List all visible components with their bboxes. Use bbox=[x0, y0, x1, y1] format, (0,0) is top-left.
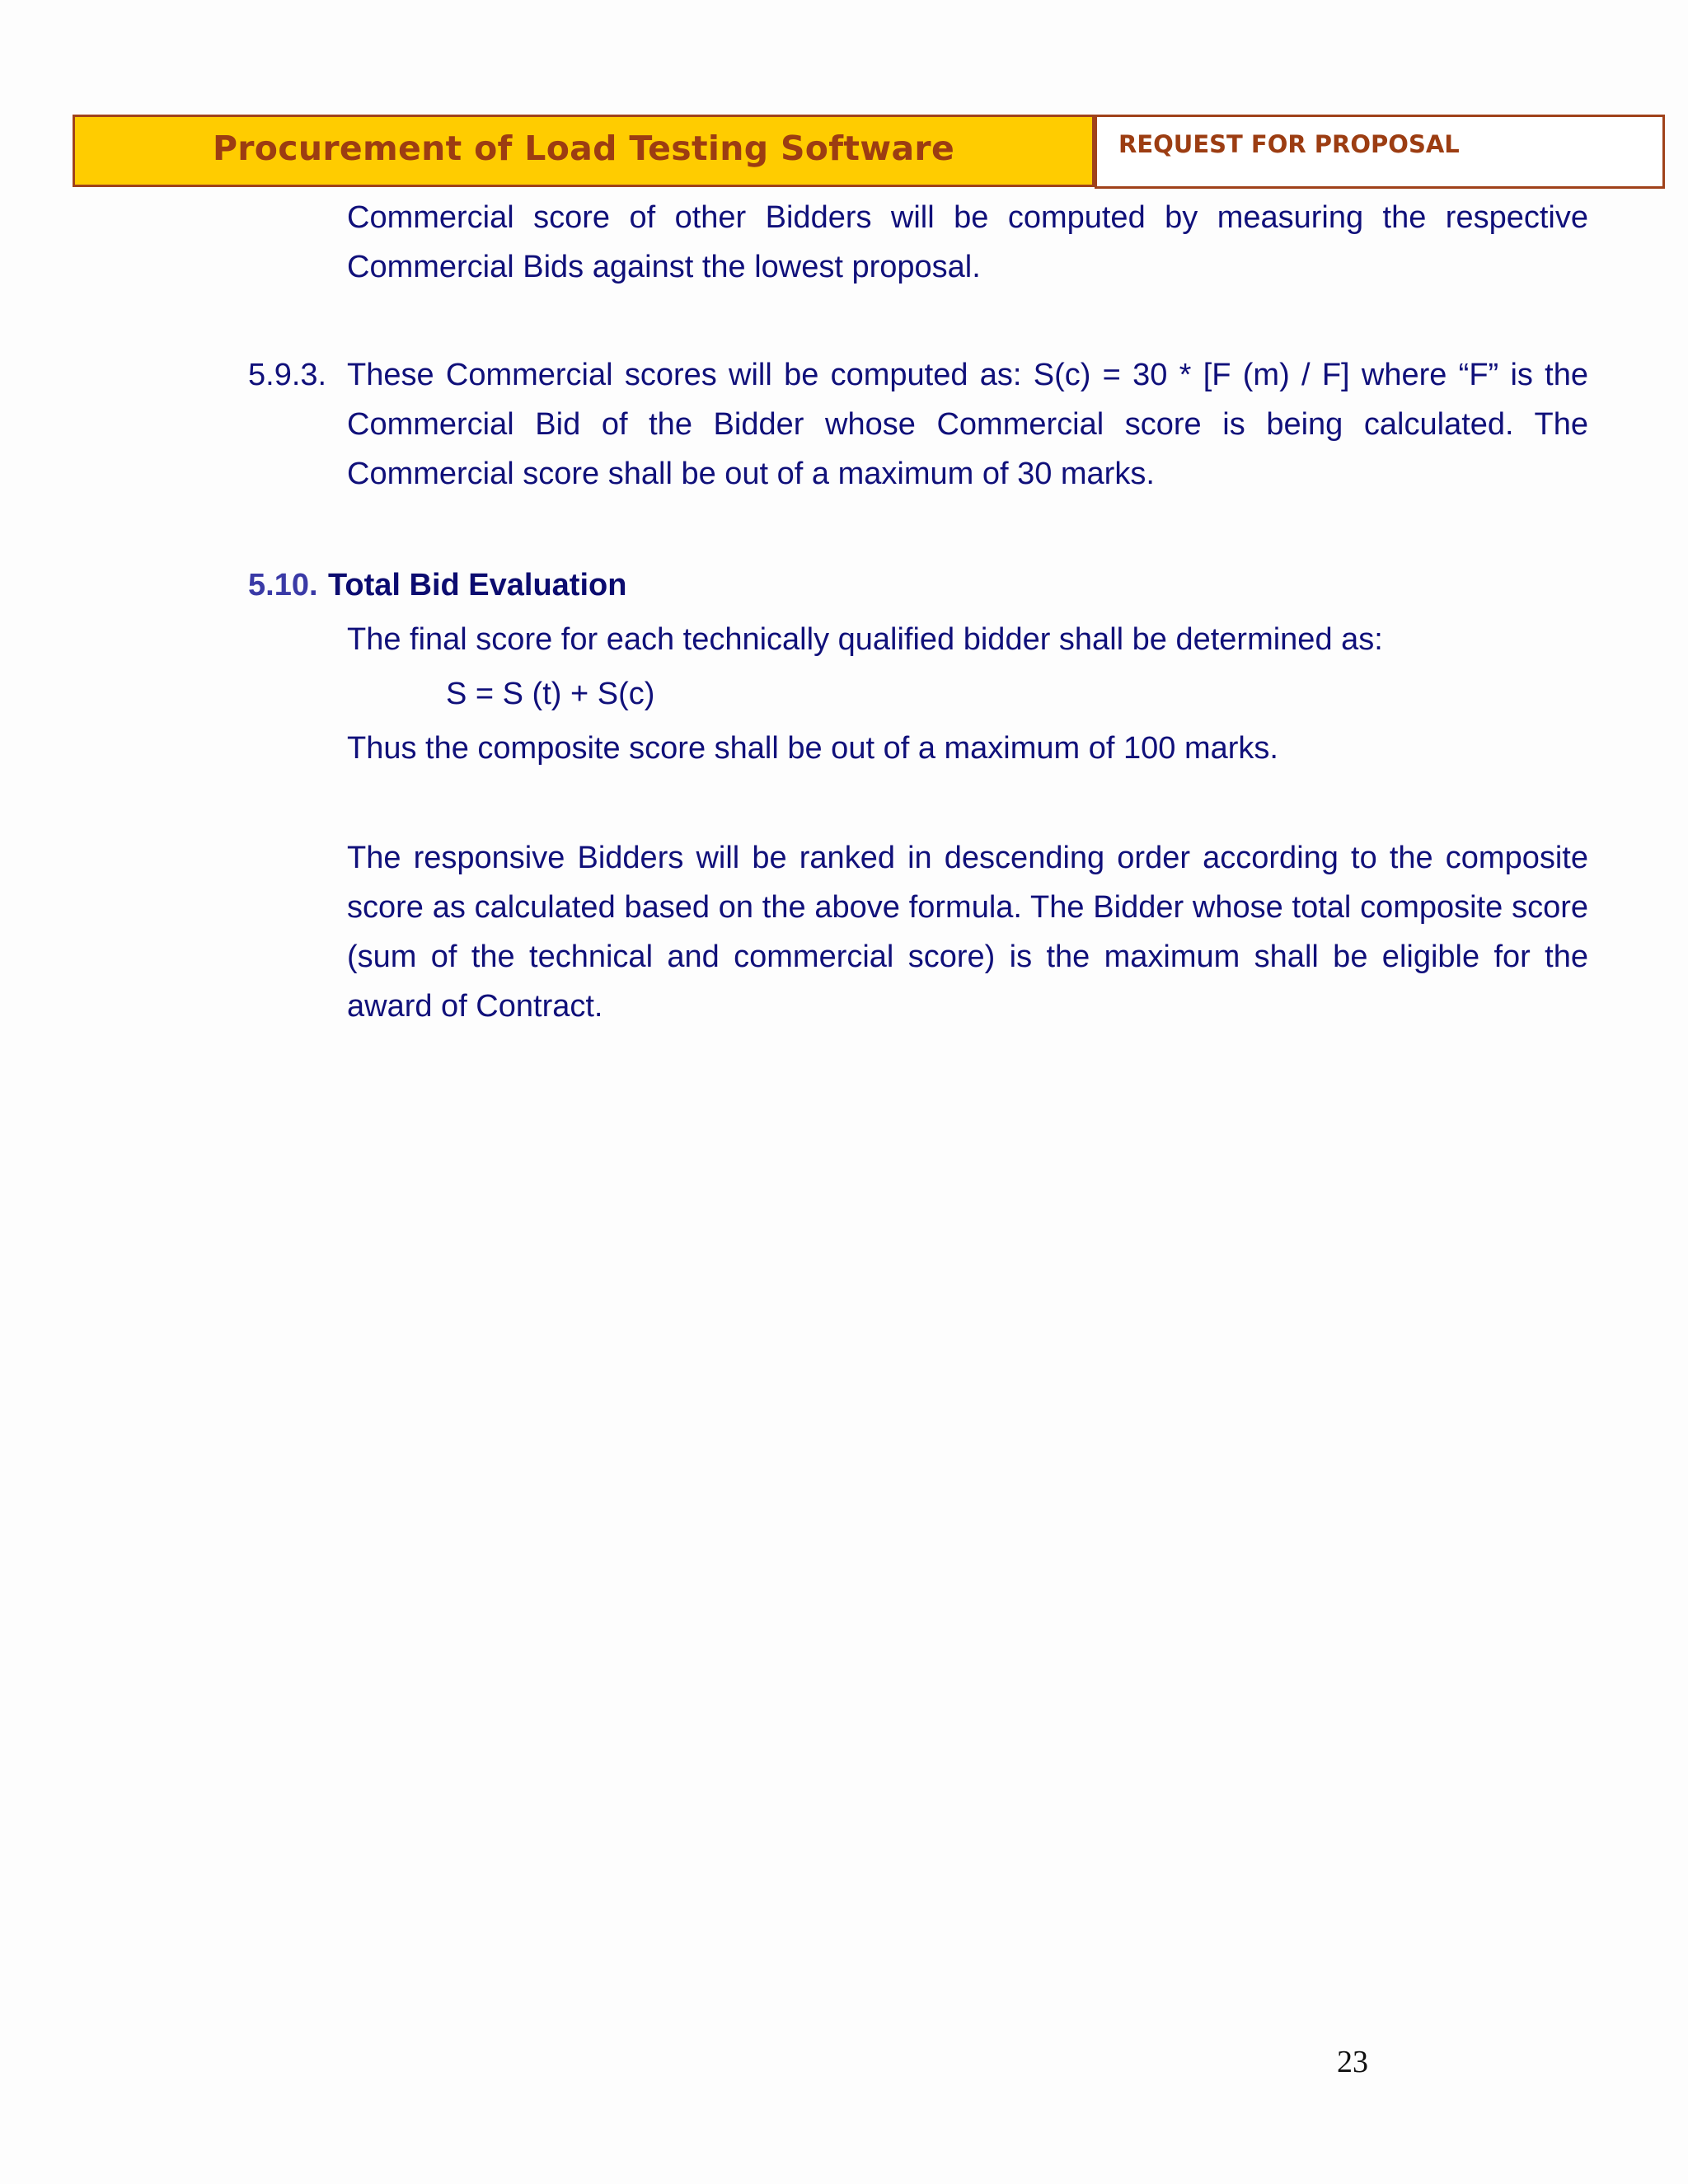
paragraph-5-9-3: These Commercial scores will be computed as: S(c) = 30 * [F (m) / F] where “F” is the Commercial Bid of the Bidder whose Commercial score is being calculated. The Commercial score shall be out of a maximum of 30 marks. bbox=[347, 358, 1588, 491]
header-label-box bbox=[1095, 115, 1665, 189]
paragraph-ranking: The responsive Bidders will be ranked in descending order according to the composite score as calculated based on the above formula. The Bidder whose total composite score (sum of the technical and commercial score) is the maximum shall be eligible for the award of Contract. bbox=[347, 841, 1588, 1024]
composite-max-statement: Thus the composite score shall be out of a maximum of 100 marks. bbox=[347, 731, 1278, 766]
score-formula: S = S (t) + S(c) bbox=[446, 677, 655, 711]
document-title: Procurement of Load Testing Software bbox=[212, 129, 955, 168]
paragraph-commercial-score-intro: Commercial score of other Bidders will be computed by measuring the respective Commercial Bids against the lowest proposal. bbox=[347, 200, 1588, 284]
section-number-5-10: 5.10. bbox=[248, 568, 318, 602]
page-number: 23 bbox=[1337, 2045, 1368, 2079]
header-title-box bbox=[73, 115, 1095, 187]
section-heading: Total Bid Evaluation bbox=[328, 568, 627, 602]
final-score-intro: The final score for each technically qualified bidder shall be determined as: bbox=[347, 622, 1383, 657]
document-type-label: REQUEST FOR PROPOSAL bbox=[1118, 130, 1460, 158]
item-number-5-9-3: 5.9.3. bbox=[248, 358, 327, 392]
